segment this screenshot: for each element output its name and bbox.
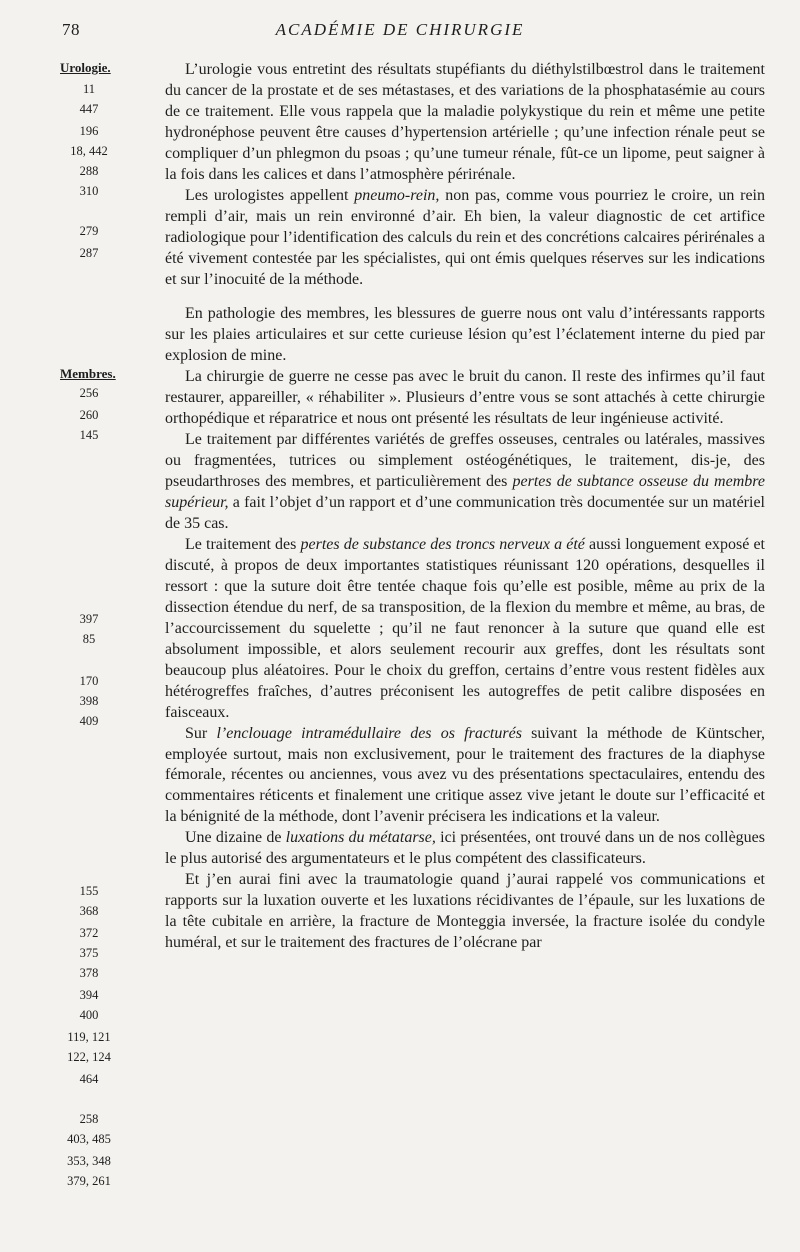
paragraph-text: aussi longuement exposé et discuté, à propos de deux importantes statistiques réunissant 120 opérations, desquelles il ressort : que la suture doit être tentée chaque fois qu’elle est posible, même au prix de la dissection étendue du nerf, de sa transposition, de la flexion du membre et même, au bras, de l’accourcissement du squelette ; qu’il ne faut renoncer à la suture que quand elle est absolument impossible, et alors seulement recourir aux greffes, dont les résultats sont beaucoup plus aléatoires. Pour le choix du greffon, certains d’entre vous restent fidèles aux hétérogreffes fraîches, d’autres préconisent les autogreffes de petit calibre disposées en faisceaux. [165, 535, 766, 721]
paragraph-text: Les urologistes appellent [185, 186, 355, 204]
margin-ref: 379, 261 [67, 1174, 111, 1188]
paragraph-text: Le traitement des [185, 535, 301, 553]
emphasis: pertes de subtance osseuse du membre supérieur, [165, 473, 766, 512]
margin-ref: 196 [79, 124, 99, 138]
margin-ref: 287 [79, 246, 99, 260]
margin-ref: 258 [79, 1112, 99, 1126]
margin-ref: 85 [82, 632, 96, 646]
margin-ref: 260 [79, 408, 99, 422]
paragraph-text: non pas, comme vous pourriez le croire, un rein rempli d’air, mais un rein environné d’air. Eh bien, la valeur diagnostic de cet artifice radiologique pour l’identification des calculs du rein et des concrétions calcaires périrénales a été vivement contestée par les spécialistes, qui ont émis quelques réserves sur les indications et sur l’inocuité de la méthode. [165, 186, 765, 288]
margin-ref: 18, 442 [70, 144, 108, 158]
paragraph-text: Sur [185, 724, 217, 742]
paragraph [165, 828, 765, 870]
margin-ref: 170 [79, 674, 99, 688]
margin-ref: 155 [79, 884, 99, 898]
margin-ref: 397 [79, 612, 99, 626]
margin-ref: 145 [79, 428, 99, 442]
paragraph: La chirurgie de guerre ne cesse pas avec le bruit du canon. Il reste des infirmes qu’il faut restaurer, appareiller, « réhabiliter ». Plusieurs d’entre vous se sont attachés à cette chirurgie orthopédique et réparatrice et nous ont présenté les résultats de leur ingénieuse activité. [165, 368, 765, 428]
margin-ref: 394 [79, 988, 99, 1002]
margin-ref: 122, 124 [67, 1050, 111, 1064]
emphasis: luxations du métatarse, [285, 829, 436, 847]
margin-ref: 368 [79, 904, 99, 918]
emphasis: l’enclouage intramédullaire des os fracturés [216, 724, 522, 742]
margin-ref: 11 [82, 82, 96, 96]
margin-ref: 288 [79, 164, 99, 178]
margin-ref: 409 [79, 714, 99, 728]
margin-ref: 398 [79, 694, 99, 708]
margin-label-membres: Membres. [60, 366, 116, 381]
paragraph: Et j’en aurai fini avec la traumatologie quand j’aurai rappelé vos communications et rapports sur la luxation ouverte et les luxations récidivantes de l’épaule, sur les luxations de la tête cubitale en arrière, la fracture de Monteggia inversée, la fracture isolée du condyle huméral, et sur le traitement des fractures de l’olécrane par [165, 871, 765, 952]
margin-ref: 378 [79, 966, 99, 980]
margin-ref: 375 [79, 946, 99, 960]
paragraph [165, 724, 765, 829]
margin-ref: 279 [79, 224, 99, 238]
margin-ref: 403, 485 [67, 1132, 111, 1146]
margin-ref: 310 [79, 184, 99, 198]
margin-label-urologie: Urologie. [60, 60, 111, 75]
paragraph-text: a fait l’objet d’un rapport et d’une communication très documentée sur un matériel de 35 cas. [165, 494, 765, 533]
emphasis: pertes de substance des troncs nerveux a été [300, 535, 585, 553]
margin-ref: 464 [79, 1072, 99, 1086]
margin-ref: 447 [79, 102, 99, 116]
running-title: ACADÉMIE DE CHIRURGIE [275, 20, 525, 39]
margin-ref: 256 [79, 386, 99, 400]
paragraph: En pathologie des membres, les blessures de guerre nous ont valu d’intéressants rapports sur les plaies articulaires et sur cette curieuse lésion qu’est l’éclatement interne du pied par explosion de mine. [165, 305, 765, 365]
paragraph [165, 535, 765, 724]
paragraph-text: Une dizaine de [185, 829, 286, 847]
paragraph [165, 430, 765, 535]
paragraph-text: ici présentées, ont trouvé dans un de nos collègues le plus autorisé des argumentateurs et le plus compétent des classificateurs. [165, 829, 766, 868]
margin-ref: 119, 121 [67, 1030, 111, 1044]
section-gap [165, 290, 765, 304]
paragraph: L’urologie vous entretint des résultats stupéfiants du diéthylstilbœstrol dans le traitement du cancer de la prostate et de ses métastases, et des variations de la phosphatasémie au cours de ce traitement. Elle vous rappela que la maladie polykystique du rein et même une petite hydronéphose peuvent être causes d’hypertension artérielle ; qu’une infection rénale peut se compliquer d’un phlegmon du psoas ; qu’une tumeur rénale, fût-ce un lipome, peut saigner à la fois dans les calices et dans l’atmosphère périrénale. [165, 61, 765, 183]
paragraph-text: suivant la méthode de Küntscher, employée surtout, mais non exclusivement, pour le traitement des fractures de la diaphyse fémorale, récentes ou anciennes, vous avez vu des présentations spectaculaires, entendu des commentaires réticents et finalement une critique assez vive jetant le doute sur l’efficacité et la bénignité de la méthode, dont l’avenir précisera les indications et la valeur. [165, 724, 766, 826]
paragraph [165, 186, 765, 291]
margin-ref: 353, 348 [67, 1154, 111, 1168]
body-text [165, 60, 765, 954]
page-number: 78 [62, 20, 80, 39]
margin-ref: 372 [79, 926, 99, 940]
margin-ref: 400 [79, 1008, 99, 1022]
paragraph-text: Le traitement par différentes variétés de greffes osseuses, centrales ou latérales, massives ou fragmentées, tutrices ou simplement ostéogénétiques, le traitement, dis-je, des pseudarthroses des membres, et particulièrement des [165, 431, 765, 491]
emphasis: pneumo-rein, [354, 186, 440, 204]
